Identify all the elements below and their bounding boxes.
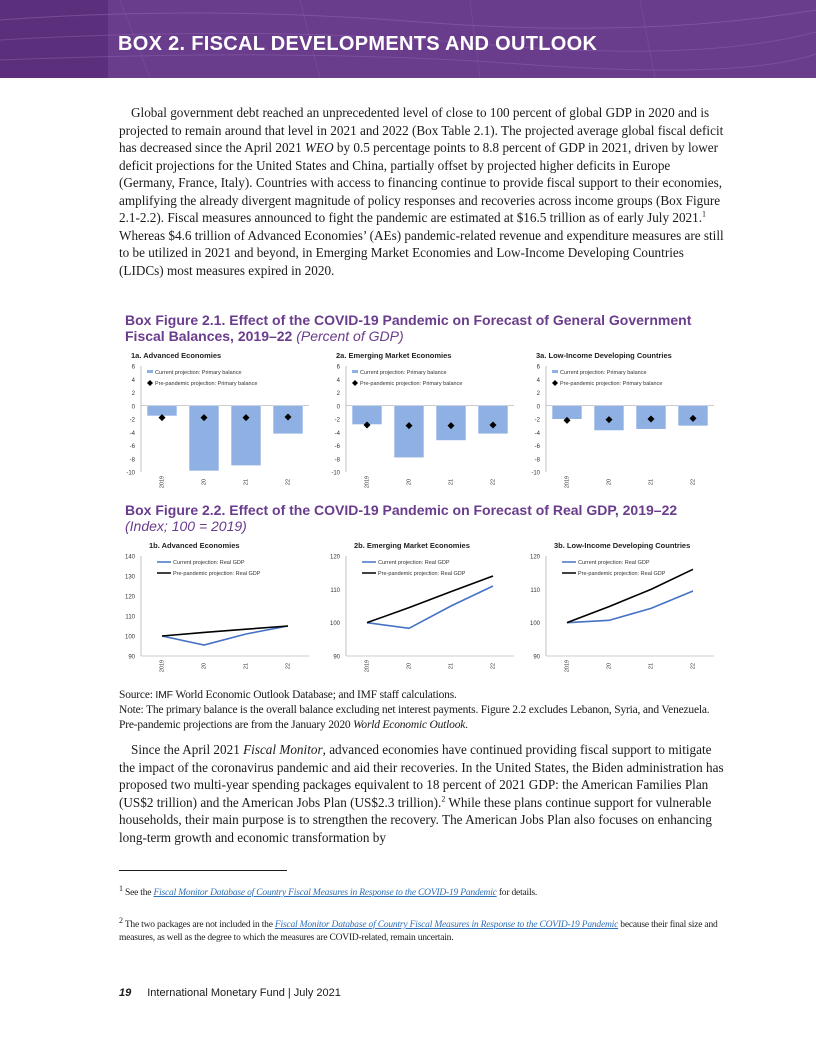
legend-swatch-current (552, 370, 558, 373)
x-tick-label: 21 (243, 662, 250, 670)
x-tick-label: 2019 (564, 475, 571, 489)
y-tick-label: -4 (334, 430, 340, 437)
para2-text-b: , advanced economies have continued providing fiscal support to mitigate the impact of the coronavirus pandemic and aid their recoveries. In the United States, the Biden administration has proposed two multi-year spending packages equivalent to 18 percent of 2021 GDP: the American Families Plan (US$2 trillion) and the American Jobs Plan (US$2.3 trillion). (119, 742, 724, 810)
y-tick-label: 90 (333, 654, 340, 661)
para2-text-a: Since the April 2021 (131, 742, 244, 757)
figure-2-1-title (125, 312, 725, 344)
x-tick-label: 2019 (159, 475, 166, 489)
y-tick-label: 0 (131, 404, 135, 411)
note-line (119, 703, 724, 733)
y-tick-label: -6 (534, 444, 540, 450)
note-label: Note: (119, 704, 147, 716)
y-tick-label: -8 (334, 457, 340, 464)
y-tick-label: -8 (129, 457, 135, 464)
note-weo-italic: World Economic Outlook (353, 719, 466, 731)
bar (394, 406, 423, 458)
chart-3b-low-income-developing-countries (522, 538, 722, 686)
x-tick-label: 2019 (159, 659, 166, 673)
y-tick-label: 4 (336, 377, 340, 384)
x-tick-label: 22 (285, 662, 292, 670)
y-tick-label: -6 (129, 444, 135, 450)
y-tick-label: -10 (331, 470, 340, 477)
figure-2-2-subtitle: (Index; 100 = 2019) (125, 518, 247, 534)
chart-title: 3a. Low-Income Developing Countries (536, 351, 672, 360)
legend-marker-diamond (552, 380, 558, 386)
para1-text-c: Whereas $4.6 trillion of Advanced Economies’ (AEs) pandemic-related revenue and expenditure measures are still to be utilized in 2021 and beyond, in Emerging Market Economies and Low-Income Developing Countries (LIDCs) most measures expired in 2020. (119, 227, 724, 278)
series-line-prepandemic (162, 626, 288, 636)
source-label: Source: (119, 689, 156, 701)
x-tick-label: 20 (606, 662, 613, 670)
y-tick-label: -10 (126, 470, 135, 477)
fiscal-monitor-italic: Fiscal Monitor (243, 742, 323, 757)
y-tick-label: 2 (336, 391, 340, 397)
legend-label: Current projection: Primary balance (560, 370, 647, 376)
legend-label: Pre-pandemic projection: Real GDP (173, 571, 261, 577)
note-text: The primary balance is the overall balance excluding net interest payments. Figure 2.2 excludes Lebanon, Syria, and Venezuela. Pre-pandemic projections are from the January 2020 (119, 704, 710, 731)
source-line (119, 688, 724, 703)
footnote-1 (119, 883, 724, 900)
footnote-2-post: because their final size and measures, as well as the degree to which the measures are COVID-related, remain uncertain. (119, 920, 718, 943)
chart-title: 1a. Advanced Economies (131, 351, 222, 360)
header-banner (0, 0, 816, 78)
legend-label: Pre-pandemic projection: Primary balance (360, 381, 463, 387)
footnote-1-post: for details. (496, 888, 538, 898)
y-tick-label: -4 (534, 430, 540, 437)
y-tick-label: 140 (124, 554, 135, 561)
y-tick-label: -6 (334, 444, 340, 450)
y-tick-label: 2 (131, 391, 135, 397)
legend-swatch-current (147, 370, 153, 373)
x-tick-label: 2019 (364, 475, 371, 489)
footnote-2-pre: The two packages are not included in the (122, 920, 275, 930)
y-tick-label: -2 (129, 417, 135, 424)
x-tick-label: 21 (243, 478, 250, 486)
para1-text-b: by 0.5 percentage points to 8.8 percent of GDP in 2021, driven by lower deficit projections for the United States and China, partially offset by projected higher deficits in Europe (Germany, France, Italy). Countries with access to financing continue to provide fiscal support to their economies, amplifying the already divergent magnitude of policy responses and recoveries across income groups (Box Figure 2.1-2.2). Fiscal measures announced to fight the pandemic are estimated at $16.5 trillion as of early July 2021. (119, 140, 723, 225)
y-tick-label: 2 (536, 391, 540, 397)
y-tick-label: 110 (530, 587, 540, 594)
chart-title: 2a. Emerging Market Economies (336, 351, 452, 360)
y-tick-label: 110 (125, 614, 135, 621)
figure-source-note (119, 688, 724, 733)
weo-italic: WEO (305, 140, 334, 155)
chart-2a-emerging-market-economies (322, 348, 522, 498)
source-text: World Economic Outlook Database; and IMF staff calculations. (172, 689, 457, 701)
chart-title: 1b. Advanced Economies (149, 541, 240, 550)
x-tick-label: 2019 (564, 659, 571, 673)
chart-title: 2b. Emerging Market Economies (354, 541, 470, 550)
x-tick-label: 22 (285, 478, 292, 486)
legend-label: Pre-pandemic projection: Primary balance (155, 381, 258, 387)
y-tick-label: 6 (536, 364, 540, 371)
chart-title: 3b. Low-Income Developing Countries (554, 541, 691, 550)
y-tick-label: 6 (131, 364, 135, 371)
y-tick-label: 0 (536, 404, 540, 411)
legend-marker-diamond (147, 380, 153, 386)
body-paragraph-2 (119, 741, 724, 846)
legend-label: Current projection: Real GDP (378, 560, 450, 566)
footnote-1-pre: See the (122, 888, 154, 898)
page-number: 19 (119, 987, 132, 999)
x-tick-label: 20 (201, 478, 208, 486)
x-tick-label: 22 (690, 478, 697, 486)
y-tick-label: 120 (529, 554, 540, 561)
series-line-current (162, 626, 288, 645)
y-tick-label: 100 (124, 634, 135, 641)
footnote-2-number: 2 (119, 915, 123, 925)
source-imf: IMF (155, 689, 173, 701)
footnote-1-link[interactable]: Fiscal Monitor Database of Country Fiscal Measures in Response to the COVID-19 Pandemic (153, 888, 497, 898)
footnote-2-link[interactable]: Fiscal Monitor Database of Country Fiscal Measures in Response to the COVID-19 Pandemic (274, 920, 619, 930)
footnote-ref-2[interactable]: 2 (441, 794, 446, 804)
page-footer (119, 987, 341, 999)
y-tick-label: 110 (330, 587, 340, 594)
footnote-divider (119, 870, 287, 871)
x-tick-label: 20 (606, 478, 613, 486)
x-tick-label: 2019 (364, 659, 371, 673)
legend-label: Current projection: Primary balance (155, 370, 242, 376)
x-tick-label: 20 (406, 478, 413, 486)
legend-marker-diamond (352, 380, 358, 386)
body-paragraph-1 (119, 104, 724, 279)
x-tick-label: 21 (648, 478, 655, 486)
para1-text-a: Global government debt reached an unprecedented level of close to 100 percent of global GDP in 2020 and is projected to remain around that level in 2021 and 2022 (Box Table 2.1). The projected average global fiscal deficit has decreased since the April 2021 (119, 105, 724, 155)
figure-2-1-subtitle: (Percent of GDP) (296, 328, 404, 344)
footnote-1-number: 1 (119, 883, 123, 893)
note-end: . (465, 719, 468, 731)
y-tick-label: 100 (529, 621, 540, 628)
y-tick-label: -10 (531, 470, 540, 477)
y-tick-label: 4 (131, 377, 135, 384)
x-tick-label: 21 (648, 662, 655, 670)
legend-label: Pre-pandemic projection: Real GDP (578, 571, 666, 577)
chart-1b-advanced-economies (117, 538, 317, 686)
y-tick-label: 90 (533, 654, 540, 661)
x-tick-label: 22 (490, 478, 497, 486)
x-tick-label: 20 (406, 662, 413, 670)
legend-swatch-current (352, 370, 358, 373)
series-line-current (567, 591, 693, 623)
y-tick-label: -8 (534, 457, 540, 464)
y-tick-label: 6 (336, 364, 340, 371)
box-title: BOX 2. FISCAL DEVELOPMENTS AND OUTLOOK (118, 33, 598, 55)
y-tick-label: -2 (334, 417, 340, 424)
x-tick-label: 20 (201, 662, 208, 670)
x-tick-label: 21 (448, 662, 455, 670)
footnote-2 (119, 915, 724, 945)
legend-label: Current projection: Real GDP (578, 560, 650, 566)
y-tick-label: 120 (124, 594, 135, 601)
series-line-current (367, 586, 493, 628)
x-tick-label: 22 (690, 662, 697, 670)
y-tick-label: 130 (124, 574, 135, 581)
y-tick-label: 100 (329, 621, 340, 628)
bar (478, 406, 507, 434)
footnote-ref-1[interactable]: 1 (702, 209, 707, 219)
y-tick-label: 90 (128, 654, 135, 661)
y-tick-label: 4 (536, 377, 540, 384)
legend-label: Pre-pandemic projection: Real GDP (378, 571, 466, 577)
legend-label: Current projection: Primary balance (360, 370, 447, 376)
y-tick-label: 0 (336, 404, 340, 411)
chart-3a-low-income-developing-countries (522, 348, 722, 498)
legend-label: Pre-pandemic projection: Primary balance (560, 381, 663, 387)
footer-text: International Monetary Fund | July 2021 (147, 987, 341, 999)
figure-2-1-title-text: Box Figure 2.1. Effect of the COVID-19 Pandemic on Forecast of General Government Fiscal Balances, 2019–22 (125, 312, 692, 344)
figure-2-2-title-text: Box Figure 2.2. Effect of the COVID-19 Pandemic on Forecast of Real GDP, 2019–22 (125, 502, 678, 518)
series-line-prepandemic (367, 576, 493, 623)
chart-2b-emerging-market-economies (322, 538, 522, 686)
y-tick-label: -2 (534, 417, 540, 424)
y-tick-label: -4 (129, 430, 135, 437)
x-tick-label: 22 (490, 662, 497, 670)
legend-label: Current projection: Real GDP (173, 560, 245, 566)
para2-text-c: While these plans continue support for vulnerable households, their main purpose is to strengthen the recovery. The American Jobs Plan also focuses on enhancing long-term growth and economic transformation by (119, 794, 712, 845)
y-tick-label: 120 (329, 554, 340, 561)
figure-2-2-title (125, 502, 725, 534)
chart-1a-advanced-economies (117, 348, 317, 498)
x-tick-label: 21 (448, 478, 455, 486)
